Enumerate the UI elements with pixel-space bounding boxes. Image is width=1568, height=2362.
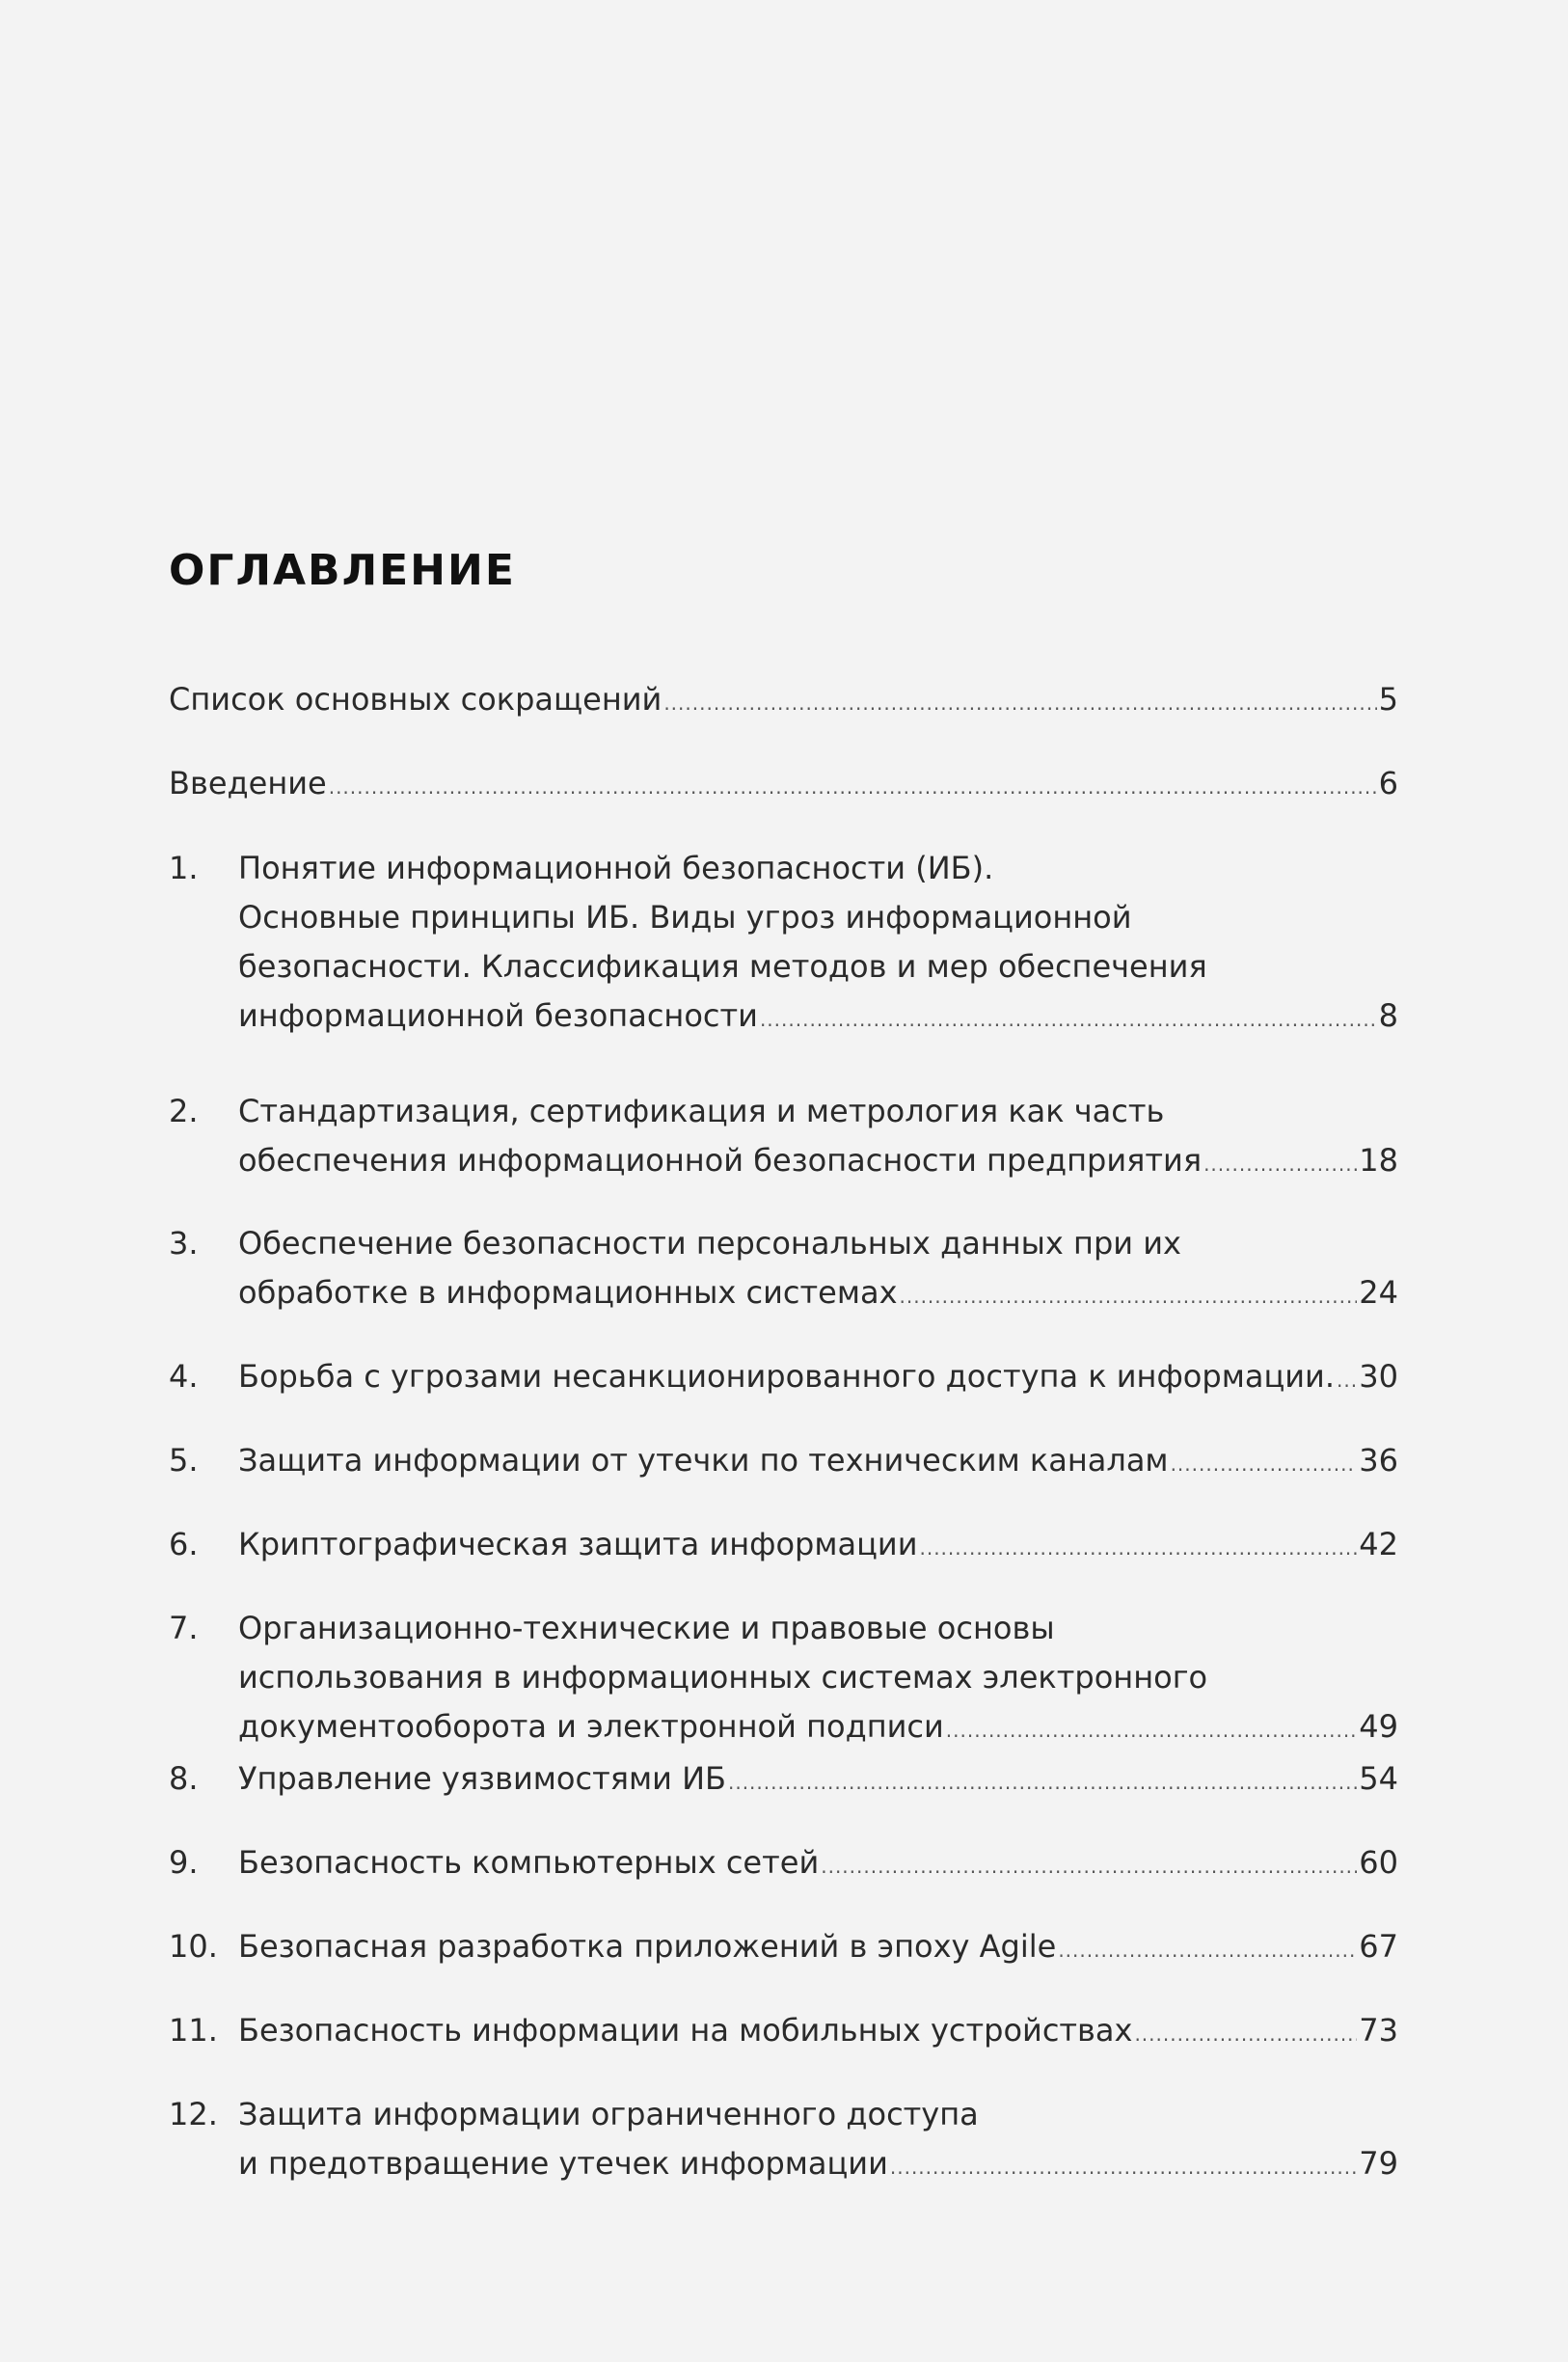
entry-title-line: Организационно-технические и правовые основы: [238, 1610, 1055, 1646]
dot-leader: [760, 995, 1377, 1045]
entry-title-line: документооборота и электронной подписи: [238, 1708, 944, 1745]
dot-leader: [900, 1272, 1358, 1321]
entry-title-line: Криптографическая защита информации: [238, 1526, 918, 1562]
dot-leader: [1058, 1926, 1357, 1975]
entry-title-line: обеспечения информационной безопасности предприятия: [238, 1142, 1203, 1179]
entry-title-line: Защита информации от утечки по техническим каналам: [238, 1442, 1169, 1479]
entry-number: 5.: [169, 1442, 199, 1479]
page-number: 60: [1359, 1844, 1398, 1881]
dot-leader: [1337, 1356, 1357, 1405]
dot-leader: [1203, 1140, 1357, 1189]
dot-leader: [919, 1524, 1357, 1573]
entry-title-line: обработке в информационных системах: [238, 1274, 898, 1311]
page-number: 24: [1359, 1274, 1398, 1311]
entry-title-line: и предотвращение утечек информации: [238, 2145, 888, 2182]
dot-leader: [728, 1758, 1357, 1807]
entry-number: 8.: [169, 1760, 199, 1797]
dot-leader: [821, 1842, 1357, 1891]
dot-leader: [946, 1706, 1357, 1755]
entry-title-line: безопасности. Классификация методов и мер обеспечения: [238, 948, 1207, 985]
entry-title-line: использования в информационных системах электронного: [238, 1659, 1208, 1696]
page-number: 30: [1359, 1358, 1398, 1395]
page-number: 54: [1359, 1760, 1398, 1797]
page-title: ОГЛАВЛЕНИЕ: [169, 546, 516, 595]
page-number: 49: [1359, 1708, 1398, 1745]
entry-title-line: Список основных сокращений: [169, 681, 662, 718]
page-number: 18: [1359, 1142, 1398, 1179]
entry-title-line: Безопасная разработка приложений в эпоху Agile: [238, 1928, 1057, 1965]
entry-title-line: информационной безопасности: [238, 997, 758, 1034]
entry-number: 11.: [169, 2012, 218, 2049]
entry-title-line: Основные принципы ИБ. Виды угроз информационной: [238, 899, 1132, 936]
entry-title-line: Борьба с угрозами несанкционированного доступа к информации.: [238, 1358, 1335, 1395]
page-number: 6: [1378, 765, 1398, 801]
entry-title-line: Стандартизация, сертификация и метрология как часть: [238, 1093, 1165, 1129]
page-number: 79: [1359, 2145, 1398, 2182]
entry-number: 1.: [169, 850, 199, 886]
page-number: 42: [1359, 1526, 1398, 1562]
page-number: 5: [1378, 681, 1398, 718]
entry-title-line: Защита информации ограниченного доступа: [238, 2096, 979, 2132]
entry-number: 6.: [169, 1526, 199, 1562]
dot-leader: [663, 679, 1376, 728]
entry-number: 3.: [169, 1225, 199, 1262]
dot-leader: [1171, 1440, 1358, 1489]
entry-number: 9.: [169, 1844, 199, 1881]
page-number: 36: [1359, 1442, 1398, 1479]
entry-number: 10.: [169, 1928, 218, 1965]
entry-title-line: Безопасность информации на мобильных устройствах: [238, 2012, 1133, 2049]
entry-title-line: Понятие информационной безопасности (ИБ).: [238, 850, 994, 886]
entry-number: 7.: [169, 1610, 199, 1646]
entry-title-line: Управление уязвимостями ИБ: [238, 1760, 726, 1797]
entry-number: 4.: [169, 1358, 199, 1395]
entry-title-line: Обеспечение безопасности персональных данных при их: [238, 1225, 1181, 1262]
page-number: 73: [1359, 2012, 1398, 2049]
page-number: 67: [1359, 1928, 1398, 1965]
page-number: 8: [1378, 997, 1398, 1034]
entry-title-line: Безопасность компьютерных сетей: [238, 1844, 820, 1881]
entry-title-line: Введение: [169, 765, 327, 801]
entry-number: 12.: [169, 2096, 218, 2132]
entry-number: 2.: [169, 1093, 199, 1129]
dot-leader: [1134, 2010, 1357, 2059]
dot-leader: [890, 2143, 1357, 2192]
dot-leader: [329, 763, 1377, 812]
